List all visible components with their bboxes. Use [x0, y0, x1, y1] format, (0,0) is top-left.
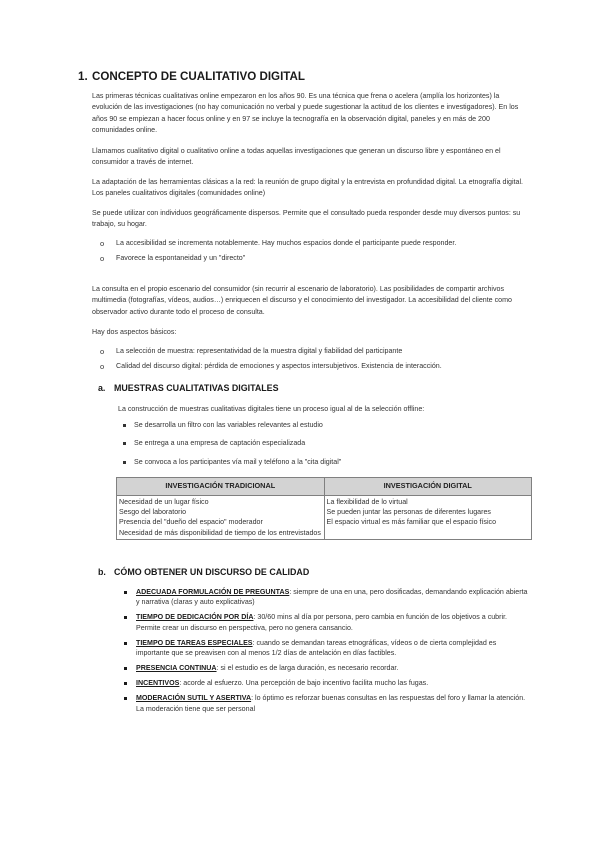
square-bullet-icon — [124, 667, 127, 670]
paragraph-scenario: La consulta en el propio escenario del consumidor (sin recurrir al escenario de laboratorio). Las posibilidades de compartir archivos multimedia (fotografías, vídeos, audios…) enriquecen el discurso y el conocimiento del investigador. La accesibilidad del cliente como observador activo durante todo el proceso de consulta. — [92, 285, 512, 316]
samples-intro: La construcción de muestras cualitativas digitales tiene un proceso igual al de la selección offline: — [118, 405, 425, 413]
circle-bullet-icon: o — [100, 362, 105, 372]
samples-steps-list — [118, 420, 528, 468]
quality-discourse-list — [118, 587, 530, 719]
list-item: o Calidad del discurso digital: pérdida de emociones y aspectos intersubjetivos. Existencia de interacción. — [100, 362, 442, 372]
aspects-list — [92, 346, 524, 373]
list-item: MODERACIÓN SUTIL Y ASERTIVA: lo óptimo es reforzar buenas consultas en las respuestas del foro y llamar la atención. La moderación tiene que ser personal — [118, 693, 530, 714]
subsection-letter: b. — [98, 567, 106, 577]
list-item: o La selección de muestra: representatividad de la muestra digital y fiabilidad del participante — [100, 347, 403, 356]
square-bullet-icon — [124, 616, 127, 619]
section-heading — [78, 70, 305, 83]
subsection-b-heading — [98, 567, 309, 577]
list-item: o Favorece la espontaneidad y un "directo" — [100, 254, 246, 264]
subsection-title: CÓMO OBTENER UN DISCURSO DE CALIDAD — [114, 567, 310, 577]
paragraph-dispersed: Se puede utilizar con individuos geográficamente dispersos. Permite que el consultado pueda responder desde muy diversos puntos: su trabajo, su hogar. — [92, 209, 521, 229]
square-bullet-icon — [124, 591, 127, 594]
square-bullet-icon — [123, 461, 126, 464]
table-header-traditional: INVESTIGACIÓN TRADICIONAL — [117, 478, 325, 496]
subsection-title: MUESTRAS CUALITATIVAS DIGITALES — [114, 383, 279, 393]
list-item: Se entrega a una empresa de captación especializada — [118, 438, 528, 449]
list-item: ADECUADA FORMULACIÓN DE PREGUNTAS: siempre de una en una, pero dosificadas, demandando explicación abierta y narrativa (claras y auto explicativas) — [118, 587, 530, 608]
paragraph-aspects-intro: Hay dos aspectos básicos: — [92, 328, 177, 336]
circle-bullet-icon: o — [100, 347, 105, 356]
table-header-row — [117, 478, 532, 496]
circle-bullet-icon: o — [100, 254, 105, 264]
paragraph-tools: La adaptación de las herramientas clásicas a la red: la reunión de grupo digital y la entrevista en profundidad digital. La etnografía digital. Los paneles cualitativos digitales (comunidades online) — [92, 178, 524, 198]
square-bullet-icon — [124, 682, 127, 685]
subsection-letter: a. — [98, 383, 106, 393]
square-bullet-icon — [123, 424, 126, 427]
table-row — [117, 496, 532, 540]
comparison-table — [116, 477, 532, 540]
list-item: INCENTIVOS: acorde al esfuerzo. Una percepción de bajo incentivo facilita mucho las fugas. — [118, 678, 530, 688]
advantages-list — [92, 238, 524, 265]
list-item: PRESENCIA CONTINUA: si el estudio es de larga duración, es necesario recordar. — [118, 663, 530, 673]
square-bullet-icon — [124, 642, 127, 645]
list-item: o La accesibilidad se incrementa notablemente. Hay muchos espacios donde el participante puede responder. — [100, 239, 457, 248]
circle-bullet-icon: o — [100, 239, 105, 248]
list-item: Se desarrolla un filtro con las variables relevantes al estudio — [118, 420, 528, 431]
list-item: TIEMPO DE DEDICACIÓN POR DÍA: 30/60 mins al día por persona, pero cambia en función de los objetivos a cubrir. Permite crear un discurso en perspectiva, pero no genera cansancio. — [118, 612, 530, 633]
square-bullet-icon — [123, 442, 126, 445]
table-cell-traditional: Necesidad de un lugar físico Sesgo del laboratorio Presencia del "dueño del espacio" moderador Necesidad de más disponibilidad de tiempo de los entrevistados — [117, 496, 325, 540]
table-header-digital: INVESTIGACIÓN DIGITAL — [324, 478, 532, 496]
paragraph-definition: Llamamos cualitativo digital o cualitativo online a todas aquellas investigaciones que generan un discurso libre y espontáneo en el consumidor a través de internet. — [92, 147, 501, 167]
list-item: TIEMPO DE TAREAS ESPECIALES: cuando se demandan tareas etnográficas, vídeos o de cierta complejidad es importante que se preavisen con al menos 1/2 días de antelación en días factibles. — [118, 638, 530, 659]
subsection-a-heading — [98, 383, 279, 393]
list-item: Se convoca a los participantes vía mail y teléfono a la "cita digital" — [118, 457, 528, 468]
section-title: CONCEPTO DE CUALITATIVO DIGITAL — [92, 70, 305, 83]
section-number: 1. — [78, 70, 88, 83]
square-bullet-icon — [124, 697, 127, 700]
paragraph-history: Las primeras técnicas cualitativas online empezaron en los años 90. Es una técnica que frena o acelera (amplía los horizontes) la evolución de las investigaciones (no hay comunicación no verbal y puede sugestionar la actitud de los clientes e investigadores). En los años 90 se empiezan a hacer focus online y en 97 se incluye la tecnografía en la observación digital, paneles y en más de 200 comunidades online. — [92, 92, 519, 134]
table-cell-digital: La flexibilidad de lo virtual Se pueden juntar las personas de diferentes lugares El espacio virtual es más familiar que el espacio físico — [324, 496, 532, 540]
